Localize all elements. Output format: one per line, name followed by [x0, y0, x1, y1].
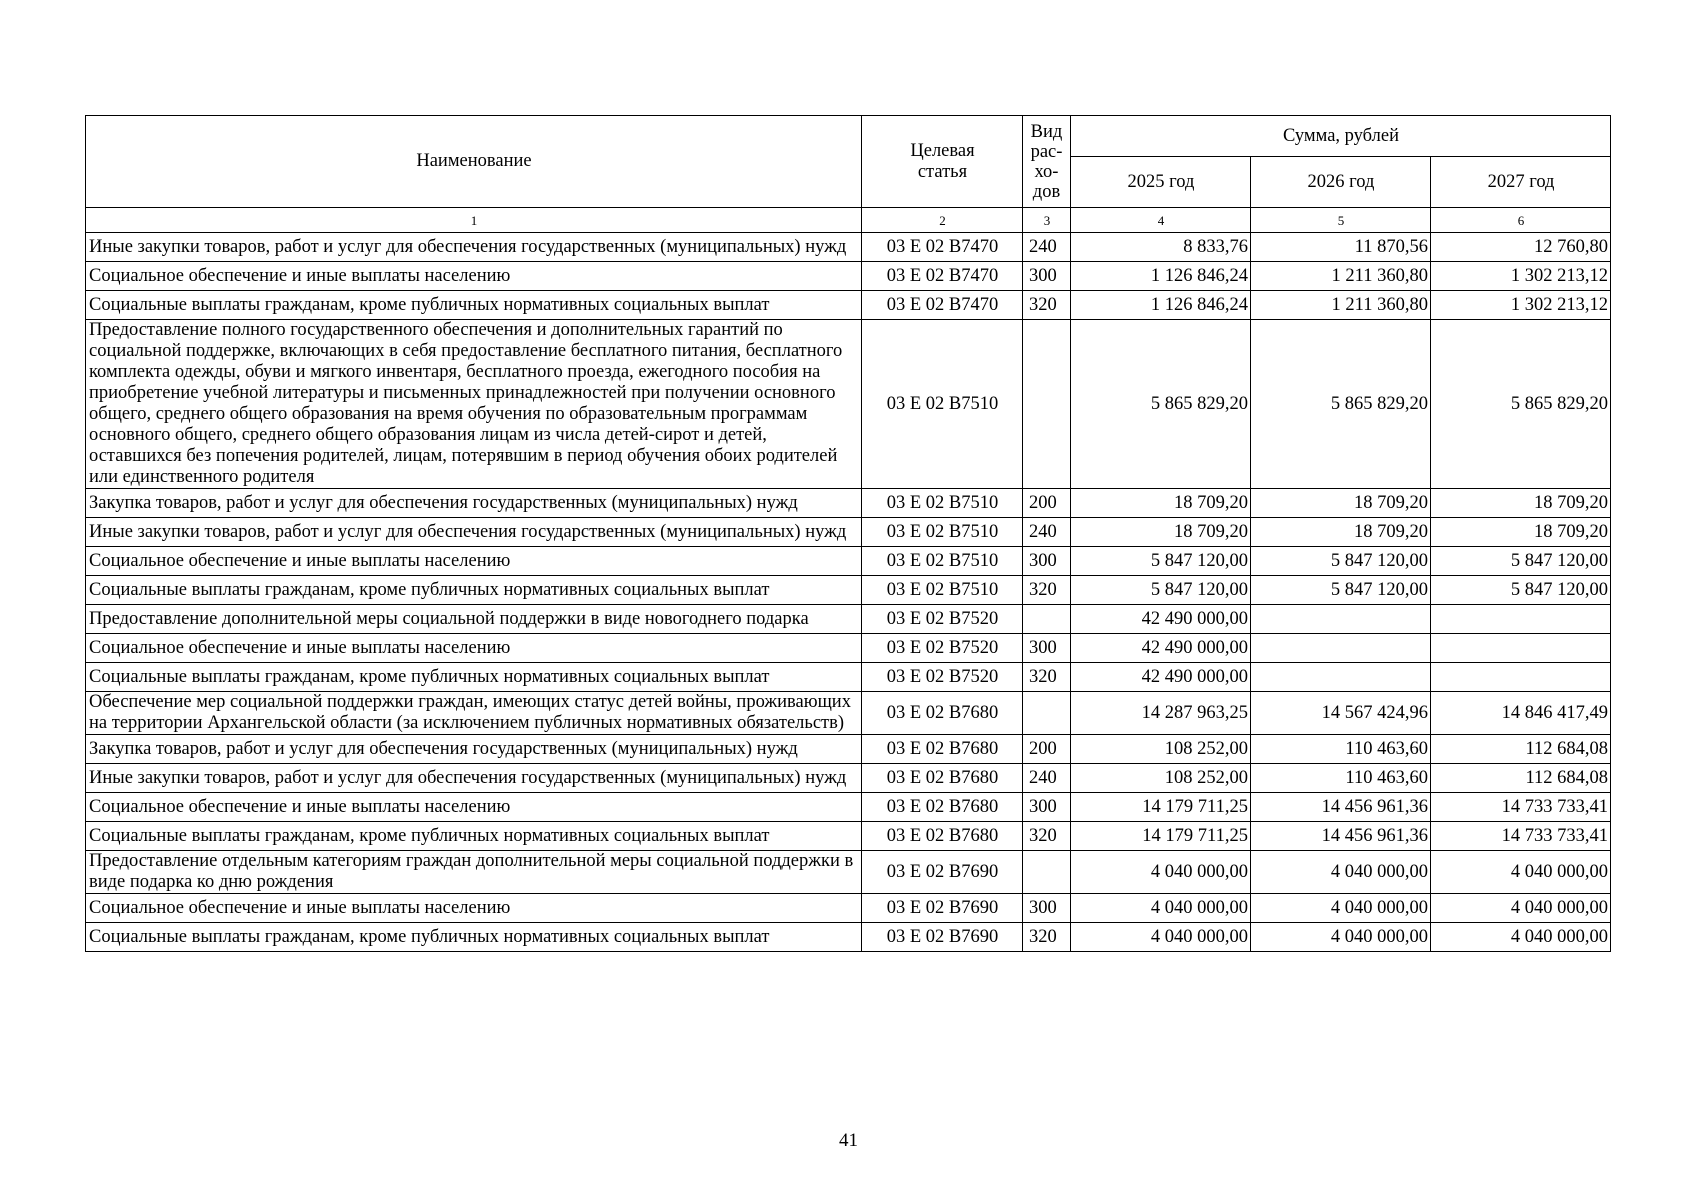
- row-name: Иные закупки товаров, работ и услуг для обеспечения государственных (муниципальных) нужд: [86, 764, 862, 793]
- row-amount-2026: 5 847 120,00: [1251, 576, 1431, 605]
- row-name: Обеспечение мер социальной поддержки граждан, имеющих статус детей войны, проживающих на территории Архангельской области (за исключением публичных нормативных обязательств): [86, 692, 862, 735]
- row-target-article: 03 Е 02 В7470: [862, 291, 1023, 320]
- row-name: Социальное обеспечение и иные выплаты населению: [86, 793, 862, 822]
- header-kind-line2: рас-: [1030, 141, 1063, 162]
- row-name: Социальные выплаты гражданам, кроме публичных нормативных социальных выплат: [86, 663, 862, 692]
- row-amount-2025: 18 709,20: [1071, 489, 1251, 518]
- row-target-article: 03 Е 02 В7520: [862, 663, 1023, 692]
- row-amount-2026: [1251, 663, 1431, 692]
- table-row: [86, 851, 1611, 894]
- header-kind-line3: хо-: [1034, 161, 1059, 182]
- row-amount-2027: 5 847 120,00: [1431, 576, 1611, 605]
- row-amount-2025: 42 490 000,00: [1071, 605, 1251, 634]
- table-row: [86, 320, 1611, 489]
- row-amount-2025: 5 847 120,00: [1071, 576, 1251, 605]
- row-amount-2026: 14 456 961,36: [1251, 822, 1431, 851]
- col-number-3: 3: [1023, 208, 1071, 233]
- row-amount-2025: 5 865 829,20: [1071, 320, 1251, 489]
- row-amount-2026: 14 567 424,96: [1251, 692, 1431, 735]
- row-name: Социальное обеспечение и иные выплаты населению: [86, 547, 862, 576]
- table-row: [86, 576, 1611, 605]
- row-amount-2027: 14 846 417,49: [1431, 692, 1611, 735]
- col-number-2: 2: [862, 208, 1023, 233]
- row-amount-2025: 4 040 000,00: [1071, 851, 1251, 894]
- table-row: [86, 923, 1611, 952]
- table-row: [86, 547, 1611, 576]
- row-target-article: 03 Е 02 В7470: [862, 233, 1023, 262]
- row-amount-2027: 4 040 000,00: [1431, 851, 1611, 894]
- row-amount-2025: 14 287 963,25: [1071, 692, 1251, 735]
- row-amount-2026: [1251, 605, 1431, 634]
- row-expense-kind: [1023, 692, 1071, 735]
- row-amount-2027: 18 709,20: [1431, 518, 1611, 547]
- row-amount-2026: [1251, 634, 1431, 663]
- row-name: Социальные выплаты гражданам, кроме публичных нормативных социальных выплат: [86, 822, 862, 851]
- row-amount-2027: [1431, 605, 1611, 634]
- row-name: Социальное обеспечение и иные выплаты населению: [86, 894, 862, 923]
- row-amount-2026: 4 040 000,00: [1251, 851, 1431, 894]
- row-expense-kind: 320: [1023, 291, 1071, 320]
- row-amount-2026: 14 456 961,36: [1251, 793, 1431, 822]
- row-amount-2025: 1 126 846,24: [1071, 262, 1251, 291]
- row-expense-kind: 300: [1023, 262, 1071, 291]
- col-number-1: 1: [86, 208, 862, 233]
- row-expense-kind: 300: [1023, 634, 1071, 663]
- row-target-article: 03 Е 02 В7510: [862, 547, 1023, 576]
- row-amount-2026: 1 211 360,80: [1251, 291, 1431, 320]
- table-header: [86, 116, 1611, 233]
- row-amount-2026: 4 040 000,00: [1251, 923, 1431, 952]
- header-target-article: [862, 116, 1023, 208]
- header-target-line2: статья: [917, 161, 968, 182]
- row-name: Иные закупки товаров, работ и услуг для обеспечения государственных (муниципальных) нужд: [86, 518, 862, 547]
- table-row: [86, 489, 1611, 518]
- table-row: [86, 518, 1611, 547]
- row-amount-2025: 14 179 711,25: [1071, 822, 1251, 851]
- row-expense-kind: [1023, 851, 1071, 894]
- row-amount-2026: 110 463,60: [1251, 764, 1431, 793]
- row-amount-2026: 4 040 000,00: [1251, 894, 1431, 923]
- row-target-article: 03 Е 02 В7690: [862, 894, 1023, 923]
- row-expense-kind: 320: [1023, 822, 1071, 851]
- row-target-article: 03 Е 02 В7680: [862, 793, 1023, 822]
- row-amount-2027: 14 733 733,41: [1431, 822, 1611, 851]
- row-amount-2025: 4 040 000,00: [1071, 894, 1251, 923]
- row-amount-2025: 4 040 000,00: [1071, 923, 1251, 952]
- header-year-2027: 2027 год: [1431, 157, 1611, 208]
- row-amount-2027: 5 865 829,20: [1431, 320, 1611, 489]
- row-name: Предоставление отдельным категориям граждан дополнительной меры социальной поддержки в виде подарка ко дню рождения: [86, 851, 862, 894]
- row-expense-kind: 240: [1023, 518, 1071, 547]
- header-sum: Сумма, рублей: [1071, 116, 1611, 157]
- row-amount-2026: 5 847 120,00: [1251, 547, 1431, 576]
- table-row: [86, 634, 1611, 663]
- row-amount-2027: 1 302 213,12: [1431, 262, 1611, 291]
- row-amount-2027: [1431, 663, 1611, 692]
- row-target-article: 03 Е 02 В7680: [862, 764, 1023, 793]
- row-target-article: 03 Е 02 В7680: [862, 822, 1023, 851]
- row-expense-kind: 200: [1023, 489, 1071, 518]
- row-target-article: 03 Е 02 В7510: [862, 320, 1023, 489]
- page-number: 41: [839, 1130, 858, 1151]
- row-name: Социальные выплаты гражданам, кроме публичных нормативных социальных выплат: [86, 291, 862, 320]
- row-target-article: 03 Е 02 В7690: [862, 851, 1023, 894]
- table-row: [86, 233, 1611, 262]
- row-amount-2025: 42 490 000,00: [1071, 634, 1251, 663]
- row-amount-2025: 42 490 000,00: [1071, 663, 1251, 692]
- table-row: [86, 894, 1611, 923]
- table-row: [86, 291, 1611, 320]
- header-kind-line1: Вид: [1030, 121, 1063, 142]
- header-target-line1: Целевая: [910, 140, 975, 161]
- row-expense-kind: 200: [1023, 735, 1071, 764]
- budget-table: [85, 115, 1611, 952]
- table-row: [86, 822, 1611, 851]
- row-target-article: 03 Е 02 В7510: [862, 489, 1023, 518]
- row-amount-2027: [1431, 634, 1611, 663]
- row-amount-2027: 1 302 213,12: [1431, 291, 1611, 320]
- header-expense-kind: [1023, 116, 1071, 208]
- row-expense-kind: [1023, 605, 1071, 634]
- col-number-6: 6: [1431, 208, 1611, 233]
- row-target-article: 03 Е 02 В7510: [862, 576, 1023, 605]
- row-amount-2025: 1 126 846,24: [1071, 291, 1251, 320]
- row-amount-2025: 5 847 120,00: [1071, 547, 1251, 576]
- row-amount-2025: 18 709,20: [1071, 518, 1251, 547]
- row-amount-2027: 12 760,80: [1431, 233, 1611, 262]
- row-target-article: 03 Е 02 В7470: [862, 262, 1023, 291]
- table-row: [86, 663, 1611, 692]
- row-expense-kind: 240: [1023, 764, 1071, 793]
- row-amount-2026: 110 463,60: [1251, 735, 1431, 764]
- row-name: Закупка товаров, работ и услуг для обеспечения государственных (муниципальных) нужд: [86, 489, 862, 518]
- row-amount-2027: 4 040 000,00: [1431, 923, 1611, 952]
- table-row: [86, 692, 1611, 735]
- row-amount-2025: 108 252,00: [1071, 735, 1251, 764]
- table-body: [86, 233, 1611, 952]
- row-amount-2027: 18 709,20: [1431, 489, 1611, 518]
- row-amount-2027: 112 684,08: [1431, 735, 1611, 764]
- row-target-article: 03 Е 02 В7680: [862, 735, 1023, 764]
- row-name: Социальные выплаты гражданам, кроме публичных нормативных социальных выплат: [86, 923, 862, 952]
- row-amount-2026: 18 709,20: [1251, 518, 1431, 547]
- row-target-article: 03 Е 02 В7520: [862, 605, 1023, 634]
- row-amount-2025: 14 179 711,25: [1071, 793, 1251, 822]
- row-amount-2025: 108 252,00: [1071, 764, 1251, 793]
- row-amount-2027: 4 040 000,00: [1431, 894, 1611, 923]
- row-amount-2027: 112 684,08: [1431, 764, 1611, 793]
- row-expense-kind: 300: [1023, 894, 1071, 923]
- row-target-article: 03 Е 02 В7690: [862, 923, 1023, 952]
- row-amount-2027: 5 847 120,00: [1431, 547, 1611, 576]
- table-row: [86, 262, 1611, 291]
- row-name: Социальное обеспечение и иные выплаты населению: [86, 262, 862, 291]
- col-number-5: 5: [1251, 208, 1431, 233]
- row-expense-kind: 320: [1023, 663, 1071, 692]
- header-year-2026: 2026 год: [1251, 157, 1431, 208]
- row-target-article: 03 Е 02 В7520: [862, 634, 1023, 663]
- row-name: Социальное обеспечение и иные выплаты населению: [86, 634, 862, 663]
- row-expense-kind: 320: [1023, 923, 1071, 952]
- row-amount-2026: 18 709,20: [1251, 489, 1431, 518]
- row-expense-kind: 320: [1023, 576, 1071, 605]
- header-name: Наименование: [86, 116, 862, 208]
- table-row: [86, 793, 1611, 822]
- row-target-article: 03 Е 02 В7510: [862, 518, 1023, 547]
- table-row: [86, 735, 1611, 764]
- row-amount-2026: 11 870,56: [1251, 233, 1431, 262]
- table-row: [86, 764, 1611, 793]
- row-name: Закупка товаров, работ и услуг для обеспечения государственных (муниципальных) нужд: [86, 735, 862, 764]
- row-expense-kind: 240: [1023, 233, 1071, 262]
- row-expense-kind: [1023, 320, 1071, 489]
- header-kind-line4: дов: [1032, 181, 1061, 202]
- row-amount-2025: 8 833,76: [1071, 233, 1251, 262]
- row-amount-2027: 14 733 733,41: [1431, 793, 1611, 822]
- table-row: [86, 605, 1611, 634]
- row-amount-2026: 1 211 360,80: [1251, 262, 1431, 291]
- row-name: Предоставление дополнительной меры социальной поддержки в виде новогоднего подарка: [86, 605, 862, 634]
- row-name: Предоставление полного государственного обеспечения и дополнительных гарантий по социальной поддержке, включающих в себя предоставление бесплатного питания, бесплатного комплекта одежды, обуви и мягкого инвентаря, бесплатного проезда, ежегодного пособия на приобретение учебной литературы и письменных принадлежностей при получении основного общего, среднего общего образования на время обучения по образовательным программам основного общего, среднего общего образования лицам из числа детей-сирот и детей, оставшихся без попечения родителей, лицам, потерявшим в период обучения обоих родителей или единственного родителя: [86, 320, 862, 489]
- row-expense-kind: 300: [1023, 547, 1071, 576]
- row-expense-kind: 300: [1023, 793, 1071, 822]
- row-name: Социальные выплаты гражданам, кроме публичных нормативных социальных выплат: [86, 576, 862, 605]
- col-number-4: 4: [1071, 208, 1251, 233]
- row-target-article: 03 Е 02 В7680: [862, 692, 1023, 735]
- row-name: Иные закупки товаров, работ и услуг для обеспечения государственных (муниципальных) нужд: [86, 233, 862, 262]
- header-year-2025: 2025 год: [1071, 157, 1251, 208]
- row-amount-2026: 5 865 829,20: [1251, 320, 1431, 489]
